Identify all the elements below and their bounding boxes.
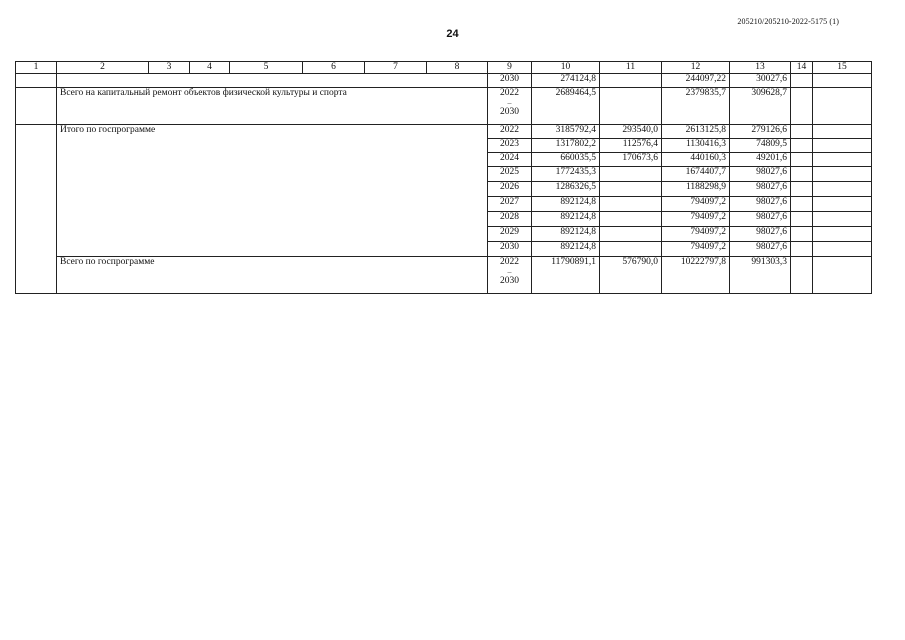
- table-row: [16, 125, 872, 139]
- cell: [16, 74, 57, 88]
- year-cell: 2027: [488, 197, 532, 212]
- value-cell: 30027,6: [730, 74, 791, 88]
- value-cell: 892124,8: [532, 227, 600, 242]
- value-cell: 1130416,3: [662, 139, 730, 153]
- year-cell: 2023: [488, 139, 532, 153]
- cell: [813, 88, 872, 125]
- cell: [791, 153, 813, 167]
- cell: [813, 257, 872, 294]
- value-cell: 98027,6: [730, 227, 791, 242]
- value-cell: 892124,8: [532, 212, 600, 227]
- value-cell: 11790891,1: [532, 257, 600, 294]
- value-cell: 892124,8: [532, 197, 600, 212]
- value-cell: [600, 167, 662, 182]
- column-header: 7: [365, 62, 427, 74]
- cell: [813, 153, 872, 167]
- column-header: 14: [791, 62, 813, 74]
- cell: [813, 167, 872, 182]
- value-cell: 274124,8: [532, 74, 600, 88]
- page-number: 24: [446, 28, 459, 40]
- cell: [813, 227, 872, 242]
- cell: [791, 257, 813, 294]
- cell: [813, 242, 872, 257]
- value-cell: 1772435,3: [532, 167, 600, 182]
- value-cell: 10222797,8: [662, 257, 730, 294]
- value-cell: 1674407,7: [662, 167, 730, 182]
- value-cell: 98027,6: [730, 167, 791, 182]
- value-cell: 794097,2: [662, 242, 730, 257]
- value-cell: 74809,5: [730, 139, 791, 153]
- value-cell: 794097,2: [662, 212, 730, 227]
- value-cell: 293540,0: [600, 125, 662, 139]
- year-dash: –: [507, 267, 512, 276]
- column-header: 11: [600, 62, 662, 74]
- cell: [791, 167, 813, 182]
- value-cell: 794097,2: [662, 197, 730, 212]
- value-cell: 3185792,4: [532, 125, 600, 139]
- cell: [791, 212, 813, 227]
- column-header: 12: [662, 62, 730, 74]
- value-cell: [600, 227, 662, 242]
- value-cell: 98027,6: [730, 197, 791, 212]
- column-number-row: [16, 62, 872, 74]
- cell: [791, 88, 813, 125]
- value-cell: 794097,2: [662, 227, 730, 242]
- cell: [16, 125, 57, 294]
- value-cell: 660035,5: [532, 153, 600, 167]
- column-header: 3: [149, 62, 190, 74]
- column-header: 2: [57, 62, 149, 74]
- value-cell: 98027,6: [730, 242, 791, 257]
- document-code: 205210/205210-2022-5175 (1): [737, 17, 839, 26]
- value-cell: 98027,6: [730, 182, 791, 197]
- table-row: [16, 257, 872, 294]
- column-header: 15: [813, 62, 872, 74]
- cell: [16, 88, 57, 125]
- cell: [813, 139, 872, 153]
- year-to: 2030: [500, 276, 519, 286]
- year-to: 2030: [500, 107, 519, 117]
- cell: [791, 227, 813, 242]
- cell: [813, 197, 872, 212]
- year-cell: 2030: [488, 242, 532, 257]
- value-cell: 112576,4: [600, 139, 662, 153]
- column-header: 13: [730, 62, 791, 74]
- cell: [791, 197, 813, 212]
- value-cell: 309628,7: [730, 88, 791, 125]
- column-header: 10: [532, 62, 600, 74]
- value-cell: 2689464,5: [532, 88, 600, 125]
- column-header: 5: [230, 62, 303, 74]
- value-cell: [600, 74, 662, 88]
- row-label: Итого по госпрограмме: [57, 125, 488, 257]
- cell: [57, 74, 488, 88]
- year-range-cell: [488, 88, 532, 125]
- value-cell: 244097,22: [662, 74, 730, 88]
- year-from: 2022: [500, 257, 519, 267]
- value-cell: 49201,6: [730, 153, 791, 167]
- year-cell: 2029: [488, 227, 532, 242]
- row-label: Всего на капитальный ремонт объектов физической культуры и спорта: [57, 88, 488, 125]
- cell: [791, 242, 813, 257]
- cell: [791, 139, 813, 153]
- value-cell: 892124,8: [532, 242, 600, 257]
- value-cell: 576790,0: [600, 257, 662, 294]
- value-cell: 1317802,2: [532, 139, 600, 153]
- value-cell: 991303,3: [730, 257, 791, 294]
- cell: [813, 212, 872, 227]
- value-cell: 1286326,5: [532, 182, 600, 197]
- value-cell: 98027,6: [730, 212, 791, 227]
- cell: [813, 74, 872, 88]
- column-header: 8: [427, 62, 488, 74]
- column-header: 6: [303, 62, 365, 74]
- value-cell: [600, 88, 662, 125]
- value-cell: 2613125,8: [662, 125, 730, 139]
- year-from: 2022: [500, 88, 519, 98]
- table-row: [16, 88, 872, 125]
- year-cell: 2024: [488, 153, 532, 167]
- column-header: 4: [190, 62, 230, 74]
- value-cell: 2379835,7: [662, 88, 730, 125]
- year-cell: 2026: [488, 182, 532, 197]
- table-row: [16, 74, 872, 88]
- value-cell: [600, 242, 662, 257]
- budget-table: [15, 61, 872, 294]
- year-dash: –: [507, 98, 512, 107]
- cell: [813, 125, 872, 139]
- year-cell: 2025: [488, 167, 532, 182]
- cell: [791, 182, 813, 197]
- value-cell: [600, 182, 662, 197]
- value-cell: 440160,3: [662, 153, 730, 167]
- value-cell: [600, 197, 662, 212]
- cell: [791, 74, 813, 88]
- value-cell: 279126,6: [730, 125, 791, 139]
- year-cell: 2028: [488, 212, 532, 227]
- column-header: 9: [488, 62, 532, 74]
- value-cell: 170673,6: [600, 153, 662, 167]
- row-label: Всего по госпрограмме: [57, 257, 488, 294]
- value-cell: 1188298,9: [662, 182, 730, 197]
- column-header: 1: [16, 62, 57, 74]
- year-range-cell: [488, 257, 532, 294]
- cell: [791, 125, 813, 139]
- cell: [813, 182, 872, 197]
- value-cell: [600, 212, 662, 227]
- year-cell: 2022: [488, 125, 532, 139]
- year-cell: 2030: [488, 74, 532, 88]
